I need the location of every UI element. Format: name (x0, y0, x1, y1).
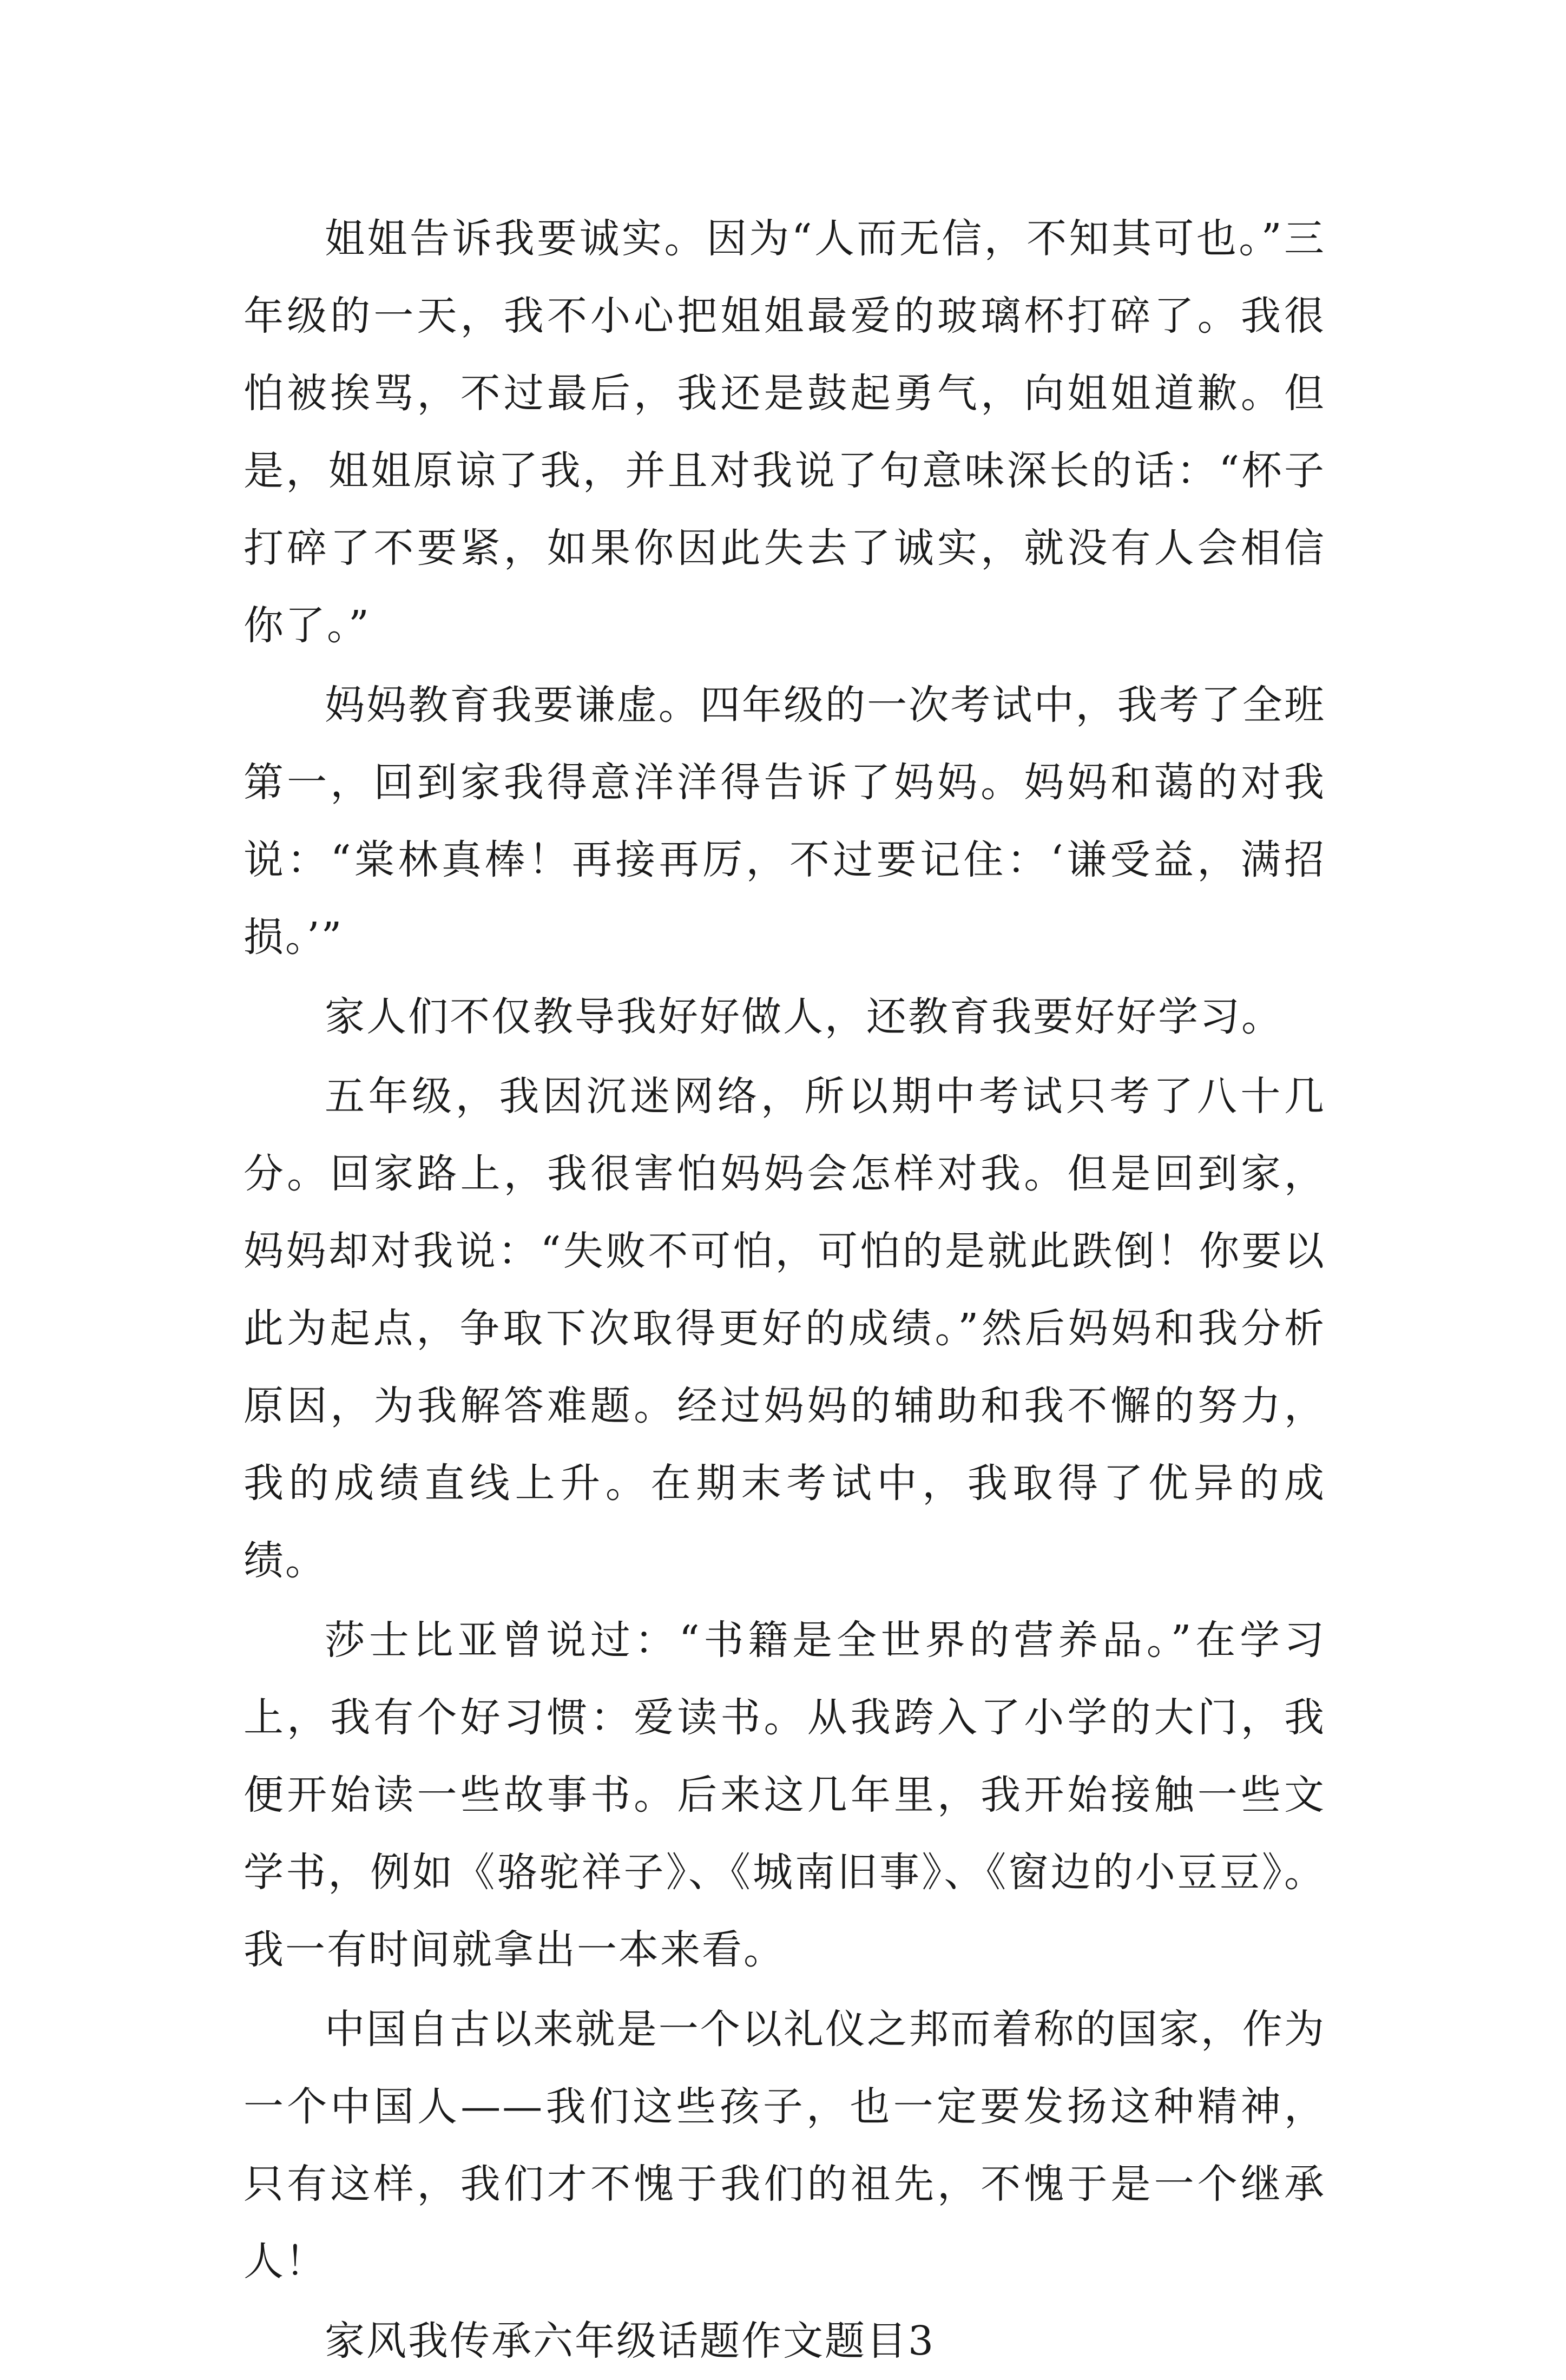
paragraph-modesty: 妈妈教育我要谦虚。四年级的一次考试中，我考了全班第一，回到家我得意洋洋得告诉了妈妈。妈妈和蔼的对我说：“棠林真棒！再接再厉，不过要记住：‘谦受益，满招损。’” (244, 682, 1326, 961)
document-body (244, 200, 1326, 2380)
paragraph-grade-five: 五年级，我因沉迷网络，所以期中考试只考了八十几分。回家路上，我很害怕妈妈会怎样对我。但是回到家，妈妈却对我说：“失败不可怕，可怕的是就此跌倒！你要以此为起点，争取下次取得更好的成绩。”然后妈妈和我分析原因，为我解答难题。经过妈妈的辅助和我不懈的努力，我的成绩直线上升。在期末考试中，我取得了优异的成绩。 (244, 1073, 1326, 1584)
paragraph-reading: 莎士比亚曾说过：“书籍是全世界的营养品。”在学习上，我有个好习惯：爱读书。从我跨入了小学的大门，我便开始读一些故事书。后来这几年里，我开始接触一些文学书，例如《骆驼祥子》、《城南旧事》、《窗边的小豆豆》。我一有时间就拿出一本来看。 (244, 1617, 1326, 1973)
paragraph-honesty: 姐姐告诉我要诚实。因为“人而无信，不知其可也。”三年级的一天，我不小心把姐姐最爱的玻璃杯打碎了。我很怕被挨骂，不过最后，我还是鼓起勇气，向姐姐道歉。但是，姐姐原谅了我，并且对我说了句意味深长的话：“杯子打碎了不要紧，如果你因此失去了诚实，就没有人会相信你了。” (244, 215, 1326, 649)
essay-title: 家风我传承六年级话题作文题目3 (325, 2318, 936, 2364)
paragraph-study: 家人们不仅教导我好好做人，还教育我要好好学习。 (325, 994, 1283, 1040)
paragraph-etiquette: 中国自古以来就是一个以礼仪之邦而着称的国家，作为一个中国人——我们这些孩子，也一定要发扬这种精神，只有这样，我们才不愧于我们的祖先，不愧于是一个继承人！ (244, 2006, 1326, 2285)
